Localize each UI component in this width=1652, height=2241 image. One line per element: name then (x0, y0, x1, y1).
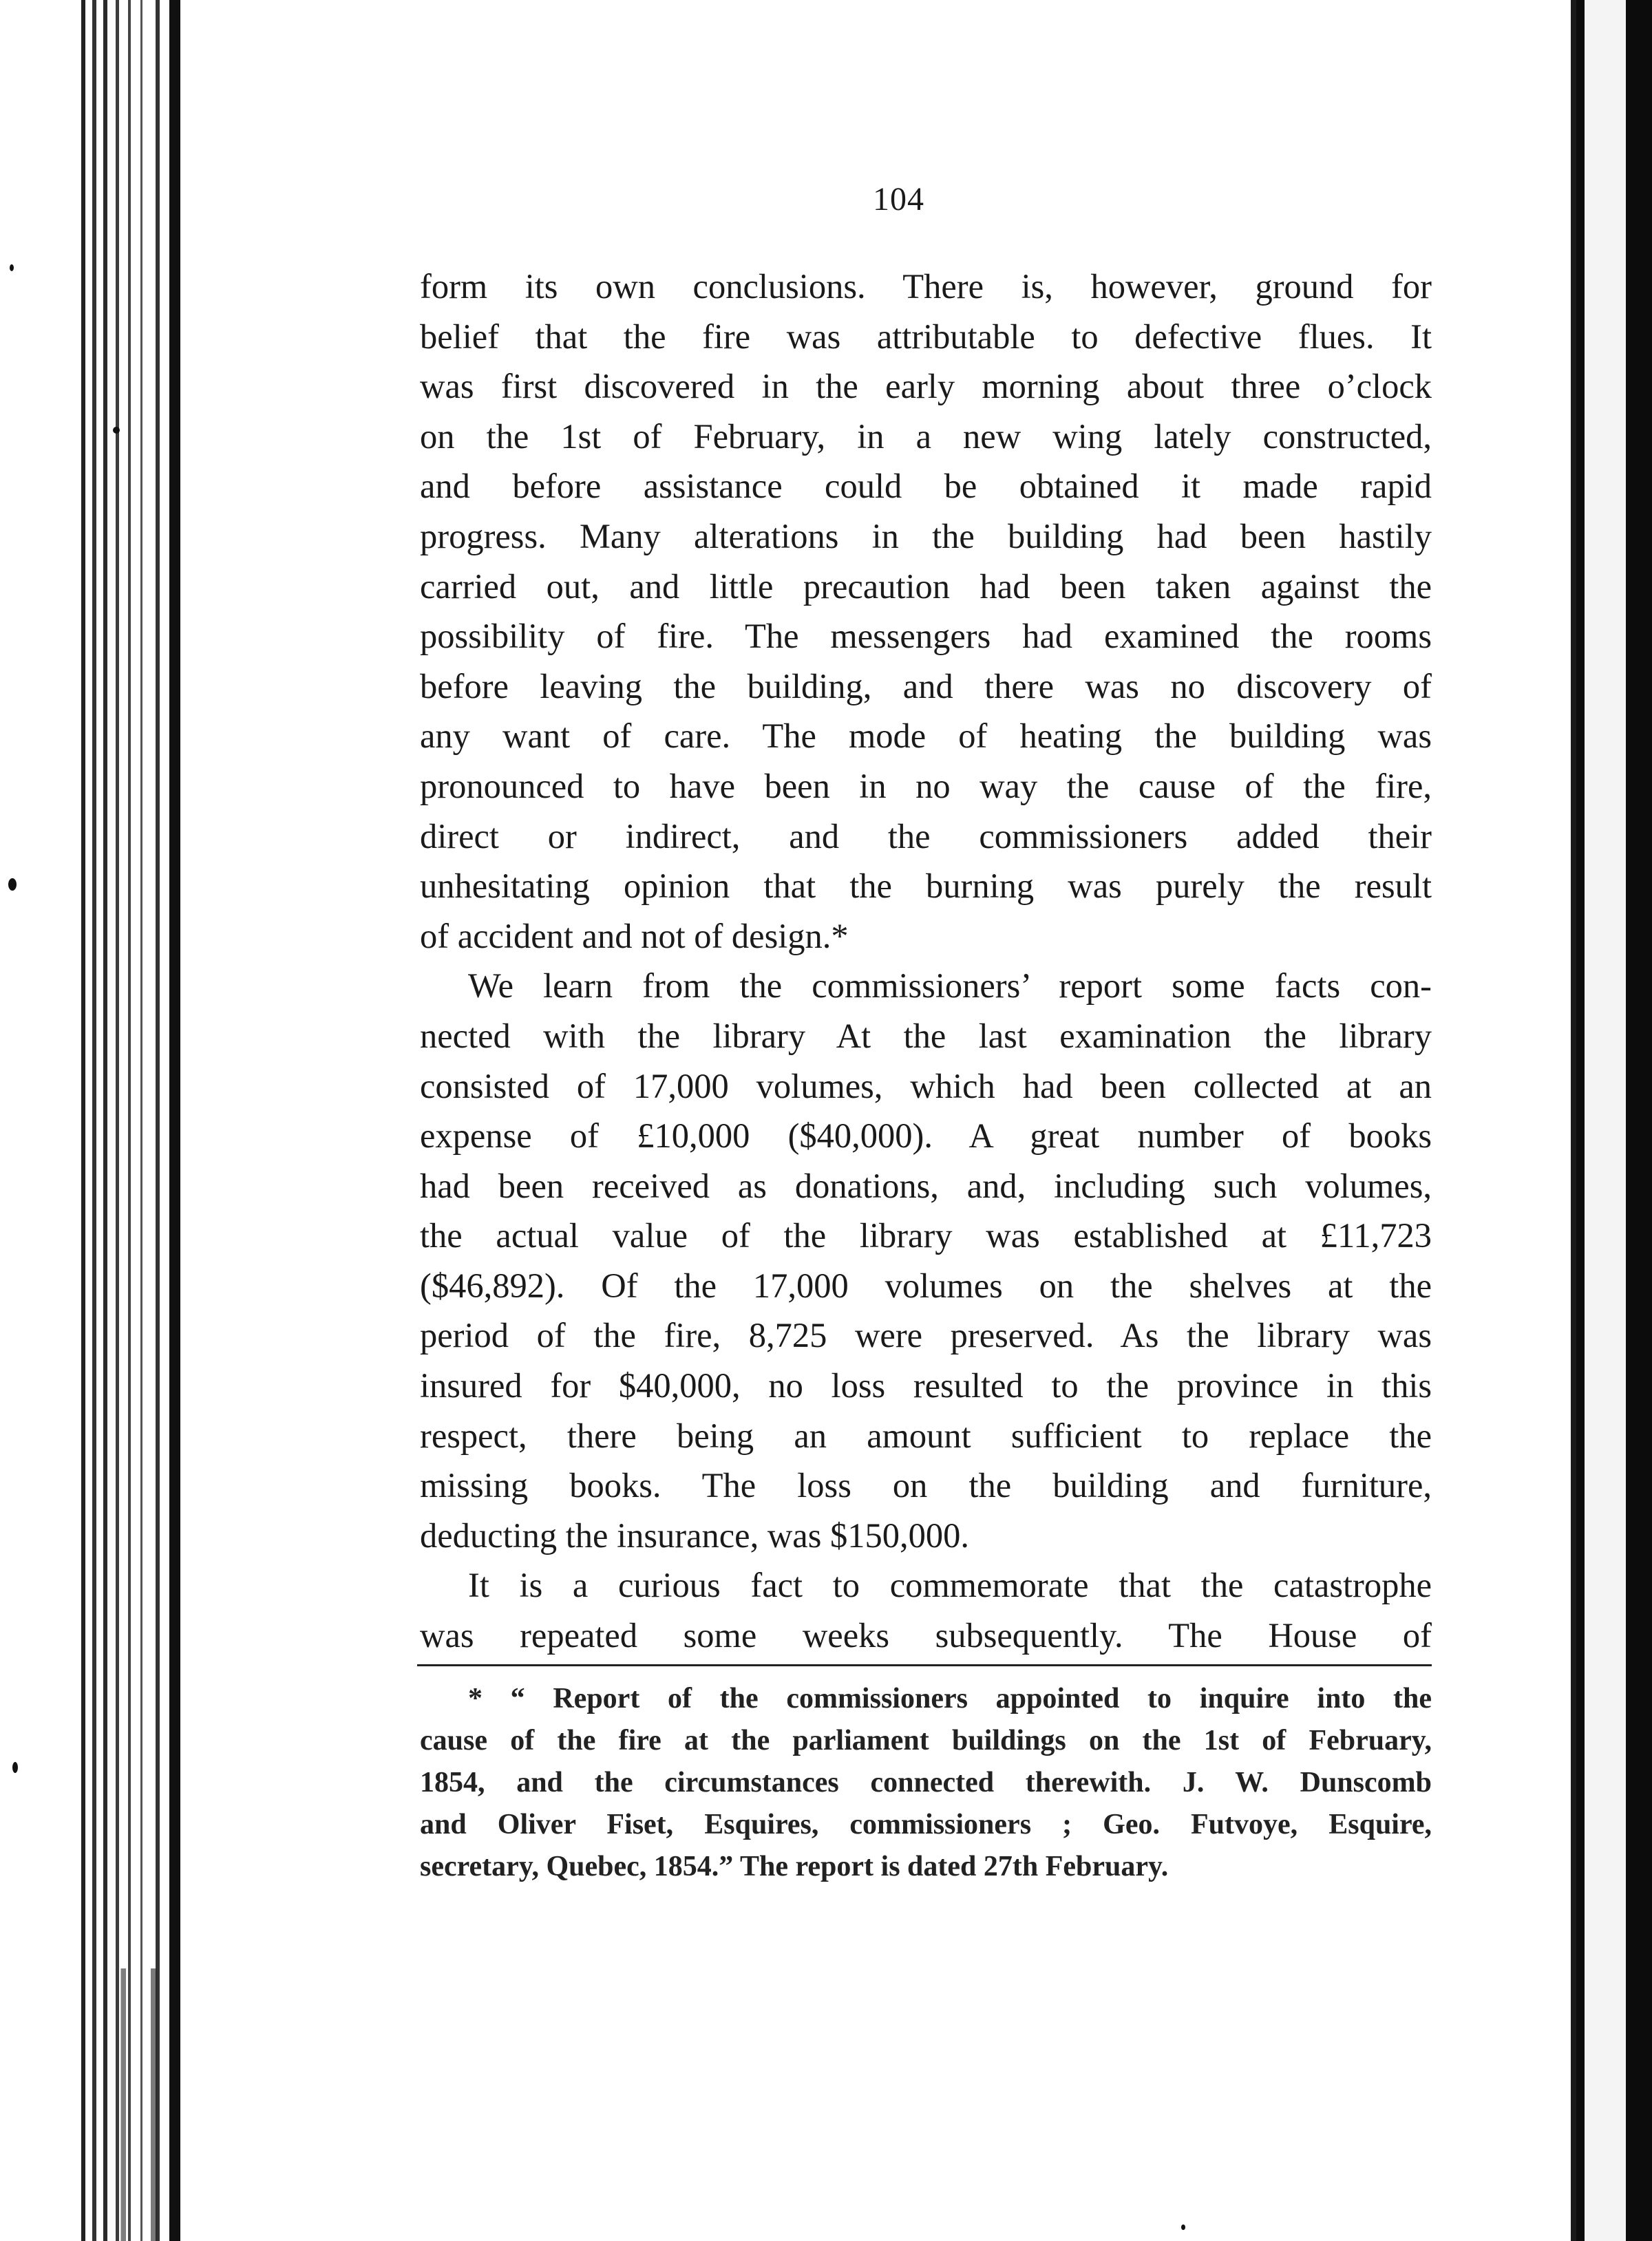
text-line: direct or indirect, and the commissioners added their (420, 816, 1432, 856)
text-line: expense of £10,000 ($40,000). A great number of books (420, 1116, 1432, 1156)
text-line: on the 1st of February, in a new wing lately constructed, (420, 416, 1432, 456)
text-line: consisted of 17,000 volumes, which had been collected at an (420, 1066, 1432, 1105)
text-line: of accident and not of design.* (420, 916, 849, 955)
text-line: form its own conclusions. There is, however, ground for (420, 267, 1432, 306)
footnote-line: and Oliver Fiset, Esquires, commissioners ; Geo. Futvoye, Esquire, (420, 1809, 1432, 1840)
text-line: any want of care. The mode of heating the building was (420, 716, 1432, 756)
text-line: was repeated some weeks subsequently. The House of (420, 1616, 1432, 1655)
footnote-rule (417, 1664, 1432, 1666)
page-number: 104 (873, 181, 924, 217)
text-line: before leaving the building, and there was no discovery of (420, 666, 1432, 705)
text-line: had been received as donations, and, including such volumes, (420, 1166, 1432, 1205)
text-line: pronounced to have been in no way the cause of the fire, (420, 766, 1432, 805)
text-line: ($46,892). Of the 17,000 volumes on the shelves at the (420, 1266, 1432, 1305)
footnote-line: 1854, and the circumstances connected therewith. J. W. Dunscomb (420, 1767, 1432, 1798)
text-line: period of the fire, 8,725 were preserved. As the library was (420, 1316, 1432, 1355)
text-line: insured for $40,000, no loss resulted to the province in this (420, 1366, 1432, 1405)
footnote-line: * “ Report of the commissioners appointed to inquire into the (468, 1683, 1432, 1714)
text-line: unhesitating opinion that the burning was purely the result (420, 867, 1432, 906)
footnote-line: secretary, Quebec, 1854.” The report is dated 27th February. (420, 1851, 1169, 1882)
text-line: carried out, and little precaution had been taken against the (420, 566, 1432, 606)
text-line: We learn from the commissioners’ report some facts con- (468, 966, 1432, 1006)
text-line: and before assistance could be obtained it made rapid (420, 467, 1432, 506)
text-line: was first discovered in the early morning about three o’clock (420, 367, 1432, 406)
scan-right-margin (1571, 0, 1652, 2241)
footnote-line: cause of the fire at the parliament buildings on the 1st of February, (420, 1725, 1432, 1756)
text-line: deducting the insurance, was $150,000. (420, 1516, 969, 1555)
text-line: respect, there being an amount sufficient to replace the (420, 1416, 1432, 1455)
text-line: belief that the fire was attributable to defective flues. It (420, 317, 1432, 356)
main-text (420, 262, 1432, 1661)
text-line: It is a curious fact to commemorate that the catastrophe (468, 1566, 1432, 1605)
text-line: nected with the library At the last examination the library (420, 1016, 1432, 1055)
text-line: the actual value of the library was established at £11,723 (420, 1216, 1432, 1255)
footnote (420, 1678, 1432, 1888)
book-page-edges (0, 0, 180, 2241)
text-line: possibility of fire. The messengers had examined the rooms (420, 617, 1432, 656)
text-line: missing books. The loss on the building and furniture, (420, 1466, 1432, 1505)
text-line: progress. Many alterations in the building had been hastily (420, 516, 1432, 555)
